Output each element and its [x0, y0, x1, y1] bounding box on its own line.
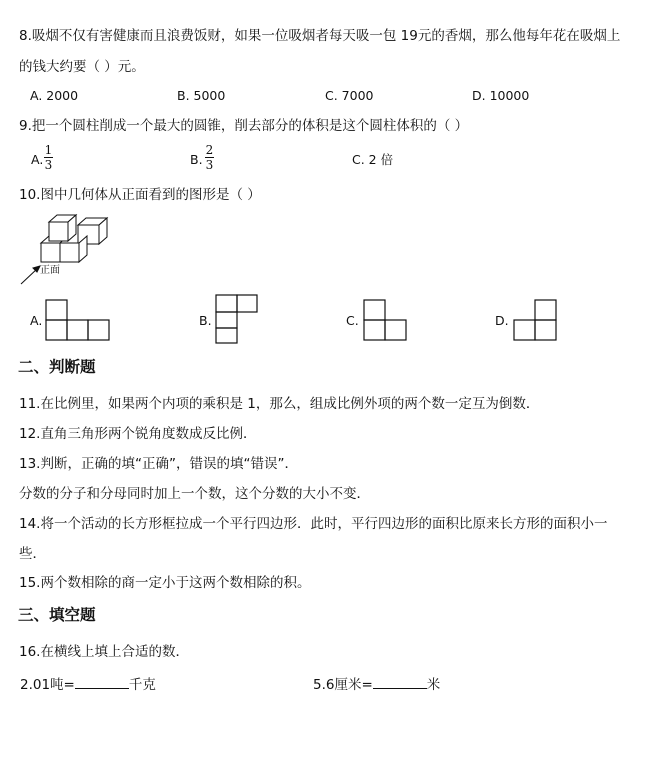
q9-option-c: C. 2 倍 — [352, 152, 394, 167]
q10-text: 10.图中几何体从正面看到的图形是（ ） — [19, 187, 261, 203]
section-3-heading: 三、填空题 — [18, 606, 96, 624]
q9-text: 9.把一个圆柱削成一个最大的圆锥，削去部分的体积是这个圆柱体积的（ ） — [19, 118, 469, 134]
q9-option-a-denominator: 3 — [44, 158, 53, 172]
q16-left-suffix: 千克 — [128, 677, 156, 693]
q9-option-b-label: B. — [190, 152, 203, 167]
q14-line1: 14.将一个活动的长方形框拉成一个平行四边形．此时，平行四边形的面积比原来长方形的面积小一 — [19, 516, 608, 532]
q13-line1: 13.判断，正确的填“正确”，错误的填“错误”． — [19, 456, 298, 472]
q11-text: 11.在比例里，如果两个内项的乘积是 1，那么，组成比例外项的两个数一定互为倒数． — [19, 396, 540, 412]
q10-option-a-label: A. — [30, 313, 43, 328]
q8-option-a: A. 2000 — [30, 88, 79, 103]
q16-text: 16.在横线上填上合适的数． — [19, 644, 189, 660]
q16-left-prefix: 2.01吨= — [20, 677, 75, 693]
q10-option-d-label: D. — [495, 313, 509, 328]
q8-option-d: D. 10000 — [472, 88, 530, 103]
q16-left-blank[interactable] — [75, 675, 129, 689]
q13-line2: 分数的分子和分母同时加上一个数，这个分数的大小不变． — [19, 486, 370, 502]
q9-option-a-label: A. — [31, 152, 44, 167]
q16-right-item — [313, 675, 440, 694]
q12-text: 12.直角三角形两个锐角度数成反比例． — [19, 426, 257, 442]
q15-text: 15.两个数相除的商一定小于这两个数相除的积。 — [19, 575, 311, 591]
q10-option-b-shape — [216, 295, 257, 343]
q8-line2: 的钱大约要（ ）元。 — [19, 59, 145, 75]
q8-line1: 8.吸烟不仅有害健康而且浪费饭财，如果一位吸烟者每天吸一包 19元的香烟，那么他每年花在吸烟上 — [19, 28, 621, 44]
q9-option-a-numerator: 1 — [44, 143, 53, 157]
q10-option-c-shape — [364, 300, 406, 340]
q16-right-prefix: 5.6厘米= — [313, 677, 373, 693]
q14-line2: 些． — [19, 546, 46, 562]
q10-option-d-shape — [514, 300, 556, 340]
q9-option-b-numerator: 2 — [205, 143, 214, 157]
q8-option-c: C. 7000 — [325, 88, 374, 103]
q16-left-item — [20, 675, 156, 694]
q10-option-c-label: C. — [346, 313, 359, 328]
q16-right-blank[interactable] — [373, 675, 427, 689]
q8-option-b: B. 5000 — [177, 88, 226, 103]
q16-right-suffix: 米 — [426, 677, 441, 693]
section-2-heading: 二、判断题 — [18, 358, 96, 376]
q9-option-b-denominator: 3 — [205, 158, 214, 172]
q10-option-a-shape — [46, 300, 109, 340]
q10-option-b-label: B. — [199, 313, 212, 328]
q10-front-label: 正面 — [40, 265, 60, 276]
